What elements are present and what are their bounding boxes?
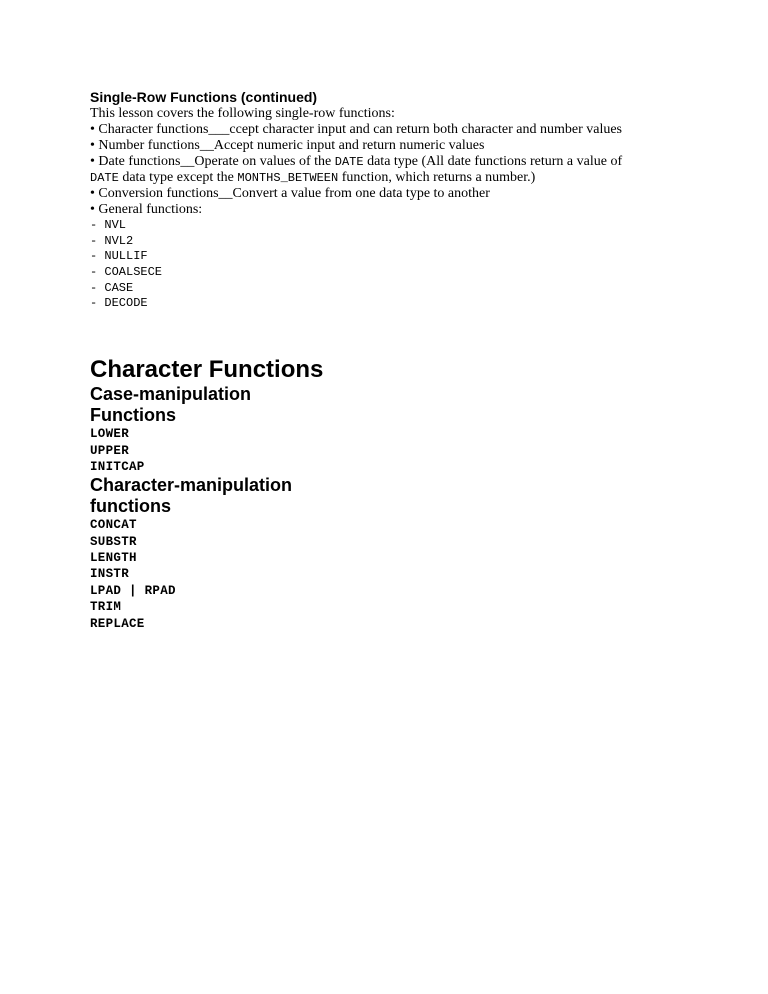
character-manipulation-heading-line2: functions xyxy=(90,496,171,517)
bullet-date-functions-line1 xyxy=(90,154,730,170)
case-manipulation-list xyxy=(90,426,730,475)
case-manipulation-heading-line2: Functions xyxy=(90,405,176,426)
list-item: - NVL xyxy=(90,218,127,232)
date-code-3: MONTHS_BETWEEN xyxy=(237,171,339,185)
list-item: - CASE xyxy=(90,280,134,295)
bullet-general-functions: • General functions: xyxy=(90,202,203,217)
list-item: - COALSECE xyxy=(90,265,163,280)
date-text-d: function, which returns a number.) xyxy=(338,170,536,185)
list-item: LOWER xyxy=(90,427,130,442)
list-item: - DECODE xyxy=(90,296,148,311)
list-item: INITCAP xyxy=(90,459,145,474)
character-functions-heading: Character Functions xyxy=(90,356,324,384)
section-heading: Single-Row Functions (continued) xyxy=(90,89,318,105)
list-item: TRIM xyxy=(90,600,122,615)
list-item: CONCAT xyxy=(90,518,137,533)
character-manipulation-heading-line1: Character-manipulation xyxy=(90,475,293,496)
list-item: LENGTH xyxy=(90,551,137,566)
date-code-1: DATE xyxy=(334,155,364,169)
intro-text: This lesson covers the following single-row functions: xyxy=(90,106,395,121)
list-item: - NULLIF xyxy=(90,249,148,264)
date-text-b: data type (All date functions return a value of xyxy=(363,154,623,169)
date-text-c: data type except the xyxy=(118,170,238,185)
list-item: - NVL2 xyxy=(90,233,134,248)
bullet-character-functions: • Character functions___ccept character input and can return both character and number values xyxy=(90,122,622,137)
general-functions-list xyxy=(90,218,730,312)
bullet-number-functions: • Number functions__Accept numeric input and return numeric values xyxy=(90,138,485,153)
list-item: INSTR xyxy=(90,567,130,582)
list-item: UPPER xyxy=(90,443,130,458)
document-page xyxy=(90,89,730,632)
list-item: REPLACE xyxy=(90,616,145,631)
date-text-a: • Date functions__Operate on values of the xyxy=(90,154,335,169)
character-manipulation-list xyxy=(90,517,730,632)
bullet-date-functions-line2 xyxy=(90,170,730,186)
date-code-2: DATE xyxy=(90,171,119,185)
list-item: LPAD | RPAD xyxy=(90,583,176,598)
list-item: SUBSTR xyxy=(90,534,137,549)
bullet-conversion-functions: • Conversion functions__Convert a value from one data type to another xyxy=(90,186,490,201)
case-manipulation-heading-line1: Case-manipulation xyxy=(90,384,252,405)
